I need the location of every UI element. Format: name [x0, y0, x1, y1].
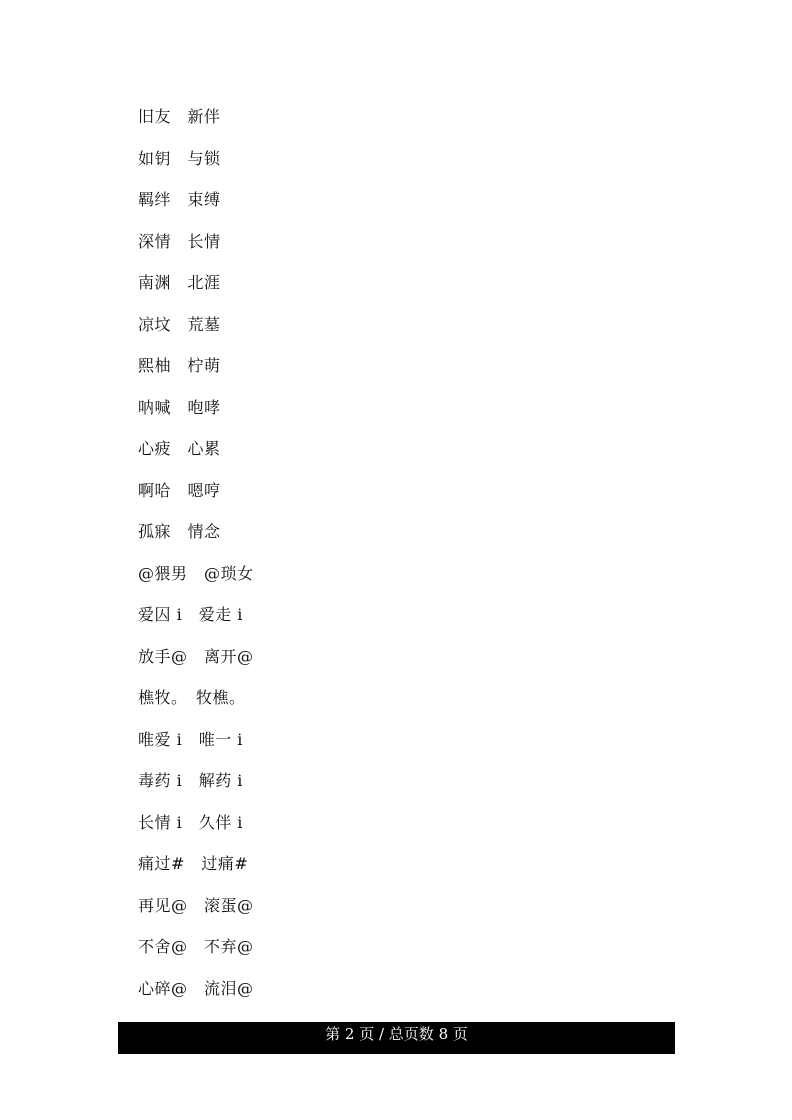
list-item: 深情 长情: [138, 231, 221, 251]
list-item: 唯爱 i 唯一 i: [138, 729, 243, 749]
list-item: 南渊 北涯: [138, 273, 221, 292]
page-number-text: 第 2 页 / 总页数 8 页: [325, 1025, 468, 1043]
list-item: 如钥 与锁: [138, 148, 221, 168]
list-item: 凉坟 荒墓: [138, 314, 221, 334]
list-item: 樵牧。 牧樵。: [138, 688, 246, 707]
list-item: 心碎@ 流泪@: [138, 978, 254, 998]
list-item: 旧友 新伴: [138, 107, 221, 126]
list-item: 放手@ 离开@: [138, 646, 254, 666]
list-item: 再见@ 滚蛋@: [138, 895, 254, 915]
list-item: 痛过# 过痛#: [138, 854, 249, 873]
list-item: 熙柚 柠萌: [138, 356, 221, 375]
list-item: 呐喊 咆哮: [138, 397, 221, 417]
entry-list: [138, 104, 254, 1017]
list-item: 心疲 心累: [138, 439, 221, 458]
list-item: 羁绊 束缚: [138, 190, 221, 209]
list-item: 长情 i 久伴 i: [138, 812, 243, 832]
list-item: 爱囚 i 爱走 i: [138, 605, 243, 624]
list-item: 不舍@ 不弃@: [138, 937, 254, 956]
list-item: @猥男 @琐女: [138, 563, 254, 583]
list-item: 孤寐 情念: [138, 522, 221, 541]
page-footer: [118, 1022, 675, 1054]
list-item: 毒药 i 解药 i: [138, 771, 243, 790]
list-item: 啊哈 嗯哼: [138, 480, 221, 500]
